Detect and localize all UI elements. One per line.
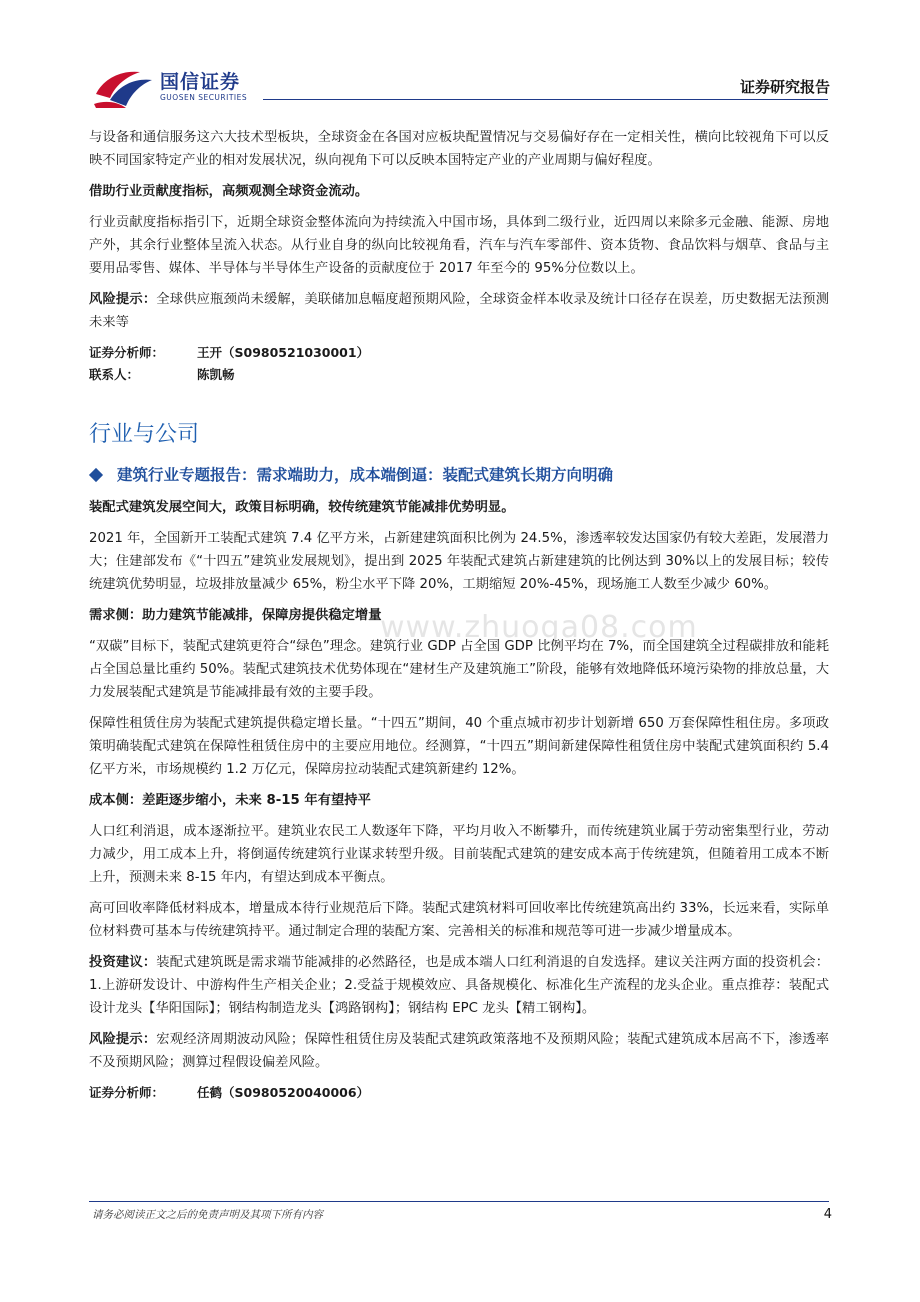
- section-risk-text: 宏观经济周期波动风险；保障性租赁住房及装配式建筑政策落地不及预期风险；装配式建筑成本居高不下，渗透率不及预期风险；测算过程假设偏差风险。: [89, 1032, 830, 1070]
- contact-value: 陈凯畅: [197, 367, 235, 382]
- investment-advice-label: 投资建议：: [89, 955, 157, 970]
- report-title: 建筑行业专题报告：需求端助力，成本端倒逼：装配式建筑长期方向明确: [117, 466, 614, 484]
- section-analyst-value: 任鹤（S0980520040006）: [197, 1085, 370, 1100]
- section-risk-paragraph: [89, 1028, 829, 1074]
- intro-risk-paragraph: [89, 288, 829, 334]
- section-paragraph-1: 2021 年，全国新开工装配式建筑 7.4 亿平方米，占新建建筑面积比例为 24.5%，渗透率较发达国家仍有较大差距，发展潜力大；住建部发布《“十四五”建筑业发展规划》，提出到 2025 年装配式建筑占新建建筑的比例达到 30%以上的发展目标；较传统建筑优势明显，垃圾排放量减少 65%，粉尘水平下降 20%，工期缩短 20%-45%，现场施工人数至少减少 60%。: [89, 531, 829, 592]
- section-paragraph-3: 保障性租赁住房为装配式建筑提供稳定增长量。“十四五”期间，40 个重点城市初步计划新增 650 万套保障性租住房。多项政策明确装配式建筑在保障性租赁住房中的主要应用地位。经测算，“十四五”期间新建保障性租赁住房中装配式建筑面积约 5.4 亿平方米，市场规模约 1.2 万亿元，保障房拉动装配式建筑新建约 12%。: [89, 716, 829, 777]
- section-heading-3: 成本侧：差距逐步缩小，未来 8-15 年有望持平: [89, 793, 371, 808]
- section-title: 行业与公司: [89, 422, 200, 447]
- page-content: [89, 126, 829, 1104]
- section-heading-2: 需求侧：助力建筑节能减排，保障房提供稳定增量: [89, 608, 382, 623]
- section-paragraph-5: 高可回收率降低材料成本，增量成本待行业规范后下降。装配式建筑材料可回收率比传统建筑高出约 33%，长远来看，实际单位材料费可基本与传统建筑持平。通过制定合理的装配方案、完善相关的标准和规范等可进一步减少增量成本。: [89, 901, 829, 939]
- section-paragraph-4: 人口红利消退，成本逐渐拉平。建筑业农民工人数逐年下降，平均月收入不断攀升，而传统建筑业属于劳动密集型行业，劳动力减少，用工成本上升，将倒逼传统建筑行业谋求转型升级。目前装配式建筑的建安成本高于传统建筑，但随着用工成本不断上升，预测未来 8-15 年内，有望达到成本平衡点。: [89, 824, 829, 885]
- logo-english-name: GUOSEN SECURITIES: [160, 93, 248, 102]
- intro-contact-row: [89, 364, 829, 386]
- header-divider: [263, 99, 828, 100]
- investment-advice-text: 装配式建筑既是需求端节能减排的必然路径，也是成本端人口红利消退的自发选择。建议关注两方面的投资机会：1.上游研发设计、中游构件生产相关企业；2.受益于规模效应、具备规模化、标准化生产流程的龙头企业。重点推荐：装配式设计龙头【华阳国际】；钢结构制造龙头【鸿路钢构】；钢结构 EPC 龙头【精工钢构】。: [89, 955, 830, 1016]
- footer-divider: [89, 1201, 829, 1202]
- section-analyst-label: 证券分析师：: [89, 1085, 165, 1100]
- contact-label: 联系人：: [89, 367, 140, 382]
- risk-label: 风险提示：: [89, 292, 157, 307]
- intro-analyst-row: [89, 342, 829, 364]
- intro-paragraph-1: 与设备和通信服务这六大技术型板块，全球资金在各国对应板块配置情况与交易偏好存在一定相关性，横向比较视角下可以反映不同国家特定产业的相对发展状况，纵向视角下可以反映本国特定产业的产业周期与偏好程度。: [89, 130, 829, 168]
- footer-disclaimer: 请务必阅读正文之后的免责声明及其项下所有内容: [92, 1209, 323, 1221]
- company-logo: [92, 64, 247, 110]
- intro-paragraph-2: 行业贡献度指标指引下，近期全球资金整体流向为持续流入中国市场，具体到二级行业，近四周以来除多元金融、能源、房地产外，其余行业整体呈流入状态。从行业自身的纵向比较视角看，汽车与汽车零部件、资本货物、食品饮料与烟草、食品与主要用品零售、媒体、半导体与半导体生产设备的贡献度位于 2017 年至今的 95%分位数以上。: [89, 215, 829, 276]
- investment-advice-paragraph: [89, 951, 829, 1020]
- page-number: 4: [823, 1207, 832, 1222]
- page-header: [0, 0, 920, 110]
- section-risk-label: 风险提示：: [89, 1032, 157, 1047]
- report-type-label: 证券研究报告: [739, 78, 830, 96]
- diamond-bullet-icon: [89, 468, 103, 482]
- analyst-value: 王开（S0980521030001）: [197, 345, 370, 360]
- risk-text: 全球供应瓶颈尚未缓解，美联储加息幅度超预期风险，全球资金样本收录及统计口径存在误差，历史数据无法预测未来等: [89, 292, 830, 330]
- section-analyst-row: [89, 1082, 829, 1104]
- section-paragraph-2: “双碳”目标下，装配式建筑更符合“绿色”理念。建筑行业 GDP 占全国 GDP 比例平均在 7%，而全国建筑全过程碳排放和能耗占全国总量比重约 50%。装配式建筑技术优势体现在“建材生产及建筑施工”阶段，能够有效地降低环境污染物的排放总量，大力发展装配式建筑是节能减排最有效的主要手段。: [89, 639, 829, 700]
- report-title-row: [89, 462, 829, 488]
- intro-heading: 借助行业贡献度指标，高频观测全球资金流动。: [89, 184, 369, 199]
- section-heading-1: 装配式建筑发展空间大，政策目标明确，较传统建筑节能减排优势明显。: [89, 500, 515, 515]
- watermark: www.zhuoga08.com: [380, 610, 698, 645]
- guosen-logo-icon: [92, 64, 156, 110]
- logo-chinese-name: 国信证券: [160, 71, 241, 93]
- analyst-label: 证券分析师：: [89, 345, 165, 360]
